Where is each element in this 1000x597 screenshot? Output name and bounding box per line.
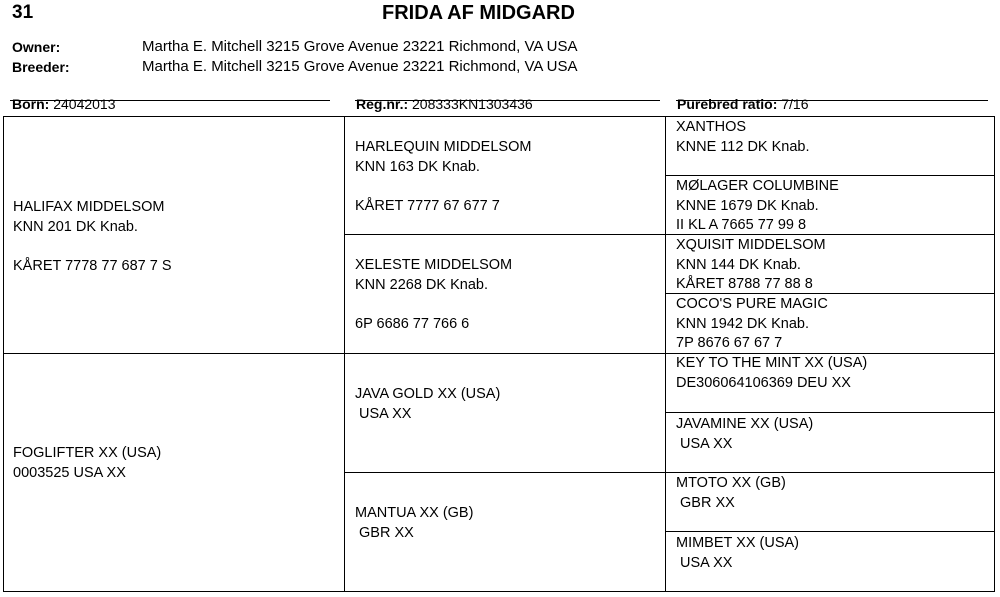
sdd-cell <box>676 295 828 354</box>
purebred-value: 7/16 <box>781 96 809 112</box>
purebred-underline <box>676 100 988 101</box>
column-divider <box>665 117 666 591</box>
ssd-cell <box>676 177 839 236</box>
breeder-value: Martha E. Mitchell 3215 Grove Avenue 23221 Richmond, VA USA <box>142 58 578 75</box>
row-divider <box>344 234 994 235</box>
ssd-reg: KNNE 1679 DK Knab. <box>676 197 819 214</box>
born-label: Born: <box>12 96 50 112</box>
row-divider <box>344 472 994 473</box>
sds-cell <box>676 236 826 295</box>
dam-cell <box>13 444 161 483</box>
sire-sire-reg: KNN 163 DK Knab. <box>355 158 480 175</box>
dam-dam-cell <box>355 504 473 543</box>
born-field <box>12 96 116 112</box>
dam-sire-cell <box>355 385 500 424</box>
sire-dam-note: 6P 6686 77 766 6 <box>355 315 470 332</box>
purebred-label: Purebred ratio: <box>677 96 778 112</box>
dsd-cell <box>676 415 813 454</box>
reg-label: Reg.nr.: <box>356 96 409 112</box>
dam-dam-name: MANTUA XX (GB) <box>355 505 474 521</box>
dss-reg: DE306064106369 DEU XX <box>676 374 851 391</box>
dss-cell <box>676 354 867 393</box>
dam-sire-reg: USA XX <box>355 405 412 422</box>
horse-name-title: FRIDA AF MIDGARD <box>382 2 575 24</box>
catalog-number: 31 <box>12 2 34 23</box>
sire-sire-name: HARLEQUIN MIDDELSOM <box>355 139 532 155</box>
sire-dam-reg: KNN 2268 DK Knab. <box>355 276 488 293</box>
owner-label: Owner: <box>12 39 61 55</box>
ssd-note: II KL A 7665 77 99 8 <box>676 217 807 233</box>
sire-name: HALIFAX MIDDELSOM <box>13 199 165 215</box>
reg-field <box>356 96 533 112</box>
born-value: 24042013 <box>53 96 116 112</box>
reg-underline <box>355 100 660 101</box>
dds-cell <box>676 474 786 513</box>
reg-value: 208333KN1303436 <box>412 96 533 112</box>
dam-sire-name: JAVA GOLD XX (USA) <box>355 386 501 402</box>
dsd-name: JAVAMINE XX (USA) <box>676 416 814 432</box>
sds-name: XQUISIT MIDDELSOM <box>676 237 826 253</box>
row-divider <box>665 175 994 176</box>
owner-value: Martha E. Mitchell 3215 Grove Avenue 23221 Richmond, VA USA <box>142 38 578 55</box>
dds-name: MTOTO XX (GB) <box>676 475 786 491</box>
ddd-cell <box>676 534 799 573</box>
dsd-reg: USA XX <box>676 435 733 452</box>
dam-dam-reg: GBR XX <box>355 524 414 541</box>
row-divider <box>665 531 994 532</box>
sire-sire-cell <box>355 138 531 216</box>
sire-note: KÅRET 7778 77 687 7 S <box>13 257 172 274</box>
sire-dam-name: XELESTE MIDDELSOM <box>355 257 513 273</box>
purebred-field <box>677 96 809 112</box>
sds-reg: KNN 144 DK Knab. <box>676 256 801 273</box>
born-underline <box>10 100 330 101</box>
sire-dam-cell <box>355 256 512 334</box>
sire-cell <box>13 198 172 276</box>
sss-name: XANTHOS <box>676 119 747 135</box>
sire-sire-note: KÅRET 7777 67 677 7 <box>355 197 500 214</box>
dam-reg: 0003525 USA XX <box>13 464 126 481</box>
sire-reg: KNN 201 DK Knab. <box>13 218 138 235</box>
sds-note: KÅRET 8788 77 88 8 <box>676 276 813 292</box>
row-divider <box>665 412 994 413</box>
dam-name: FOGLIFTER XX (USA) <box>13 445 162 461</box>
ddd-name: MIMBET XX (USA) <box>676 535 799 551</box>
sdd-note: 7P 8676 67 67 7 <box>676 335 783 351</box>
sss-cell <box>676 118 810 157</box>
sdd-name: COCO'S PURE MAGIC <box>676 296 828 312</box>
ssd-name: MØLAGER COLUMBINE <box>676 178 839 194</box>
column-divider <box>344 117 345 591</box>
pedigree-table <box>3 116 995 592</box>
dds-reg: GBR XX <box>676 494 735 511</box>
sss-reg: KNNE 112 DK Knab. <box>676 138 810 155</box>
sdd-reg: KNN 1942 DK Knab. <box>676 315 809 332</box>
dss-name: KEY TO THE MINT XX (USA) <box>676 355 868 371</box>
breeder-label: Breeder: <box>12 59 70 75</box>
ddd-reg: USA XX <box>676 554 733 571</box>
